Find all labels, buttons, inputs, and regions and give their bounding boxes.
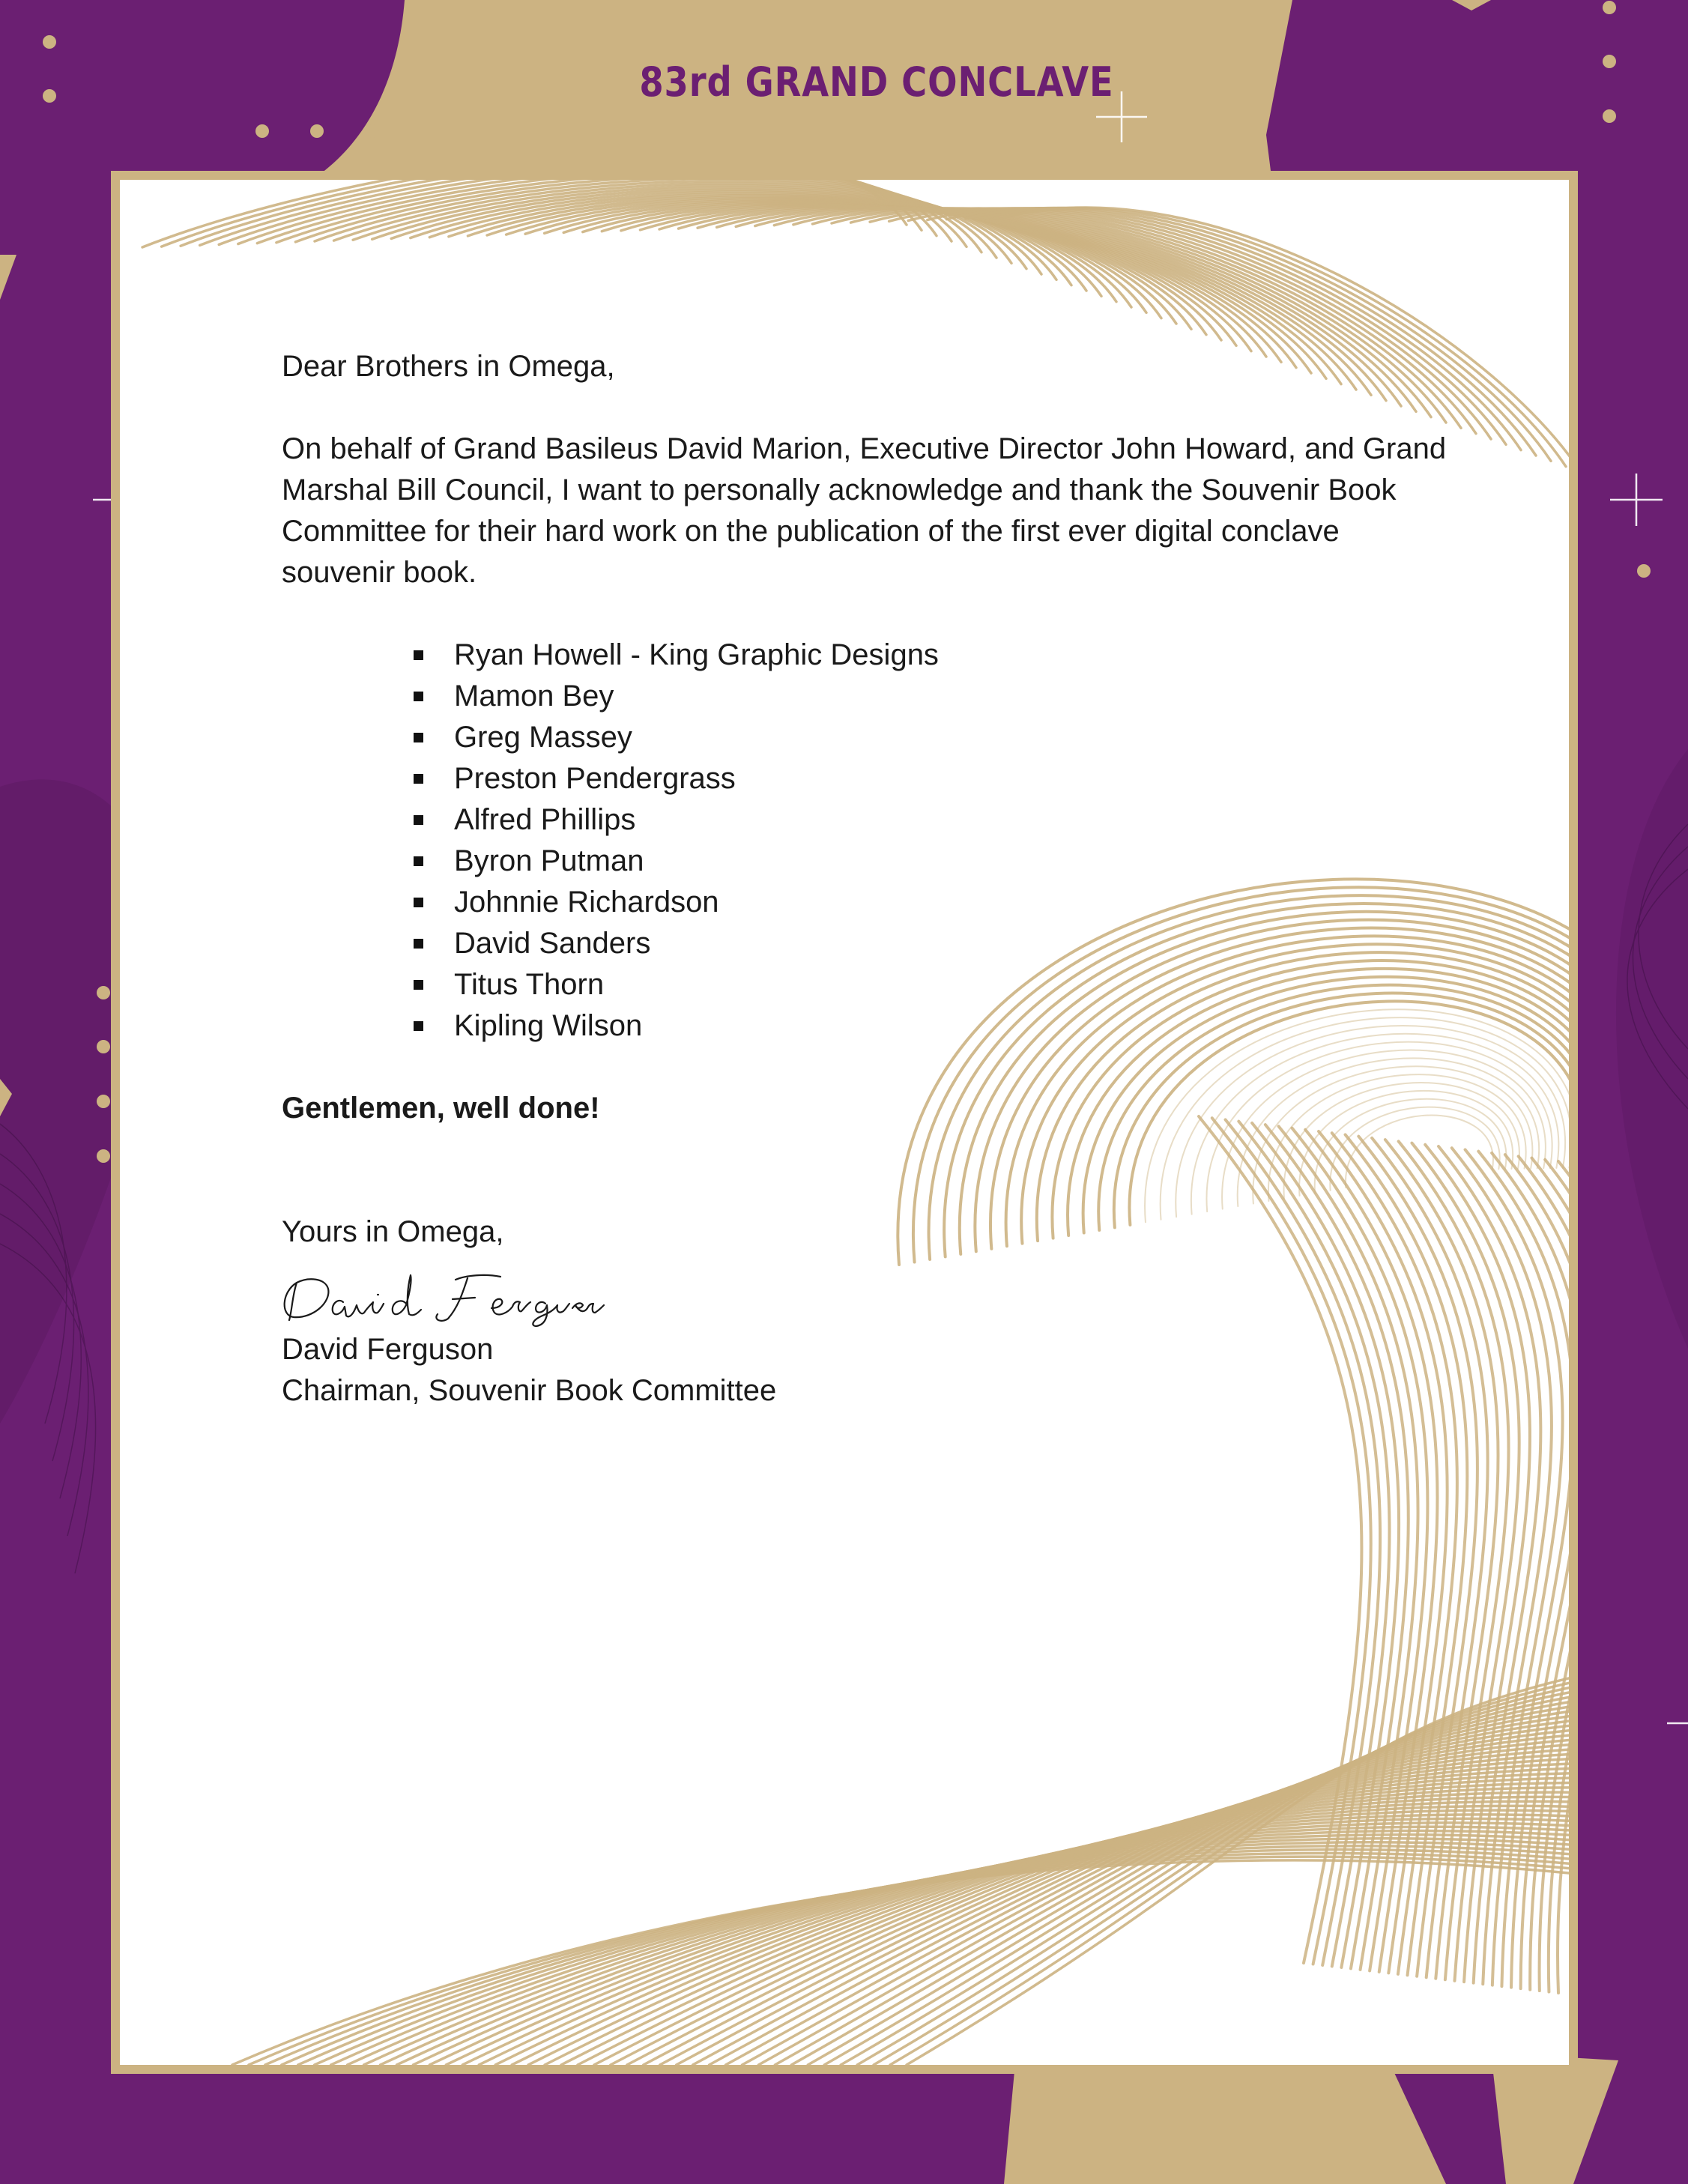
- salutation: Dear Brothers in Omega,: [282, 350, 615, 383]
- closing-remark: Gentlemen, well done!: [282, 1092, 600, 1125]
- list-item: Mamon Bey: [414, 676, 1450, 717]
- signer-title: Chairman, Souvenir Book Committee: [282, 1374, 777, 1407]
- list-item: David Sanders: [414, 923, 1450, 964]
- list-item: Alfred Phillips: [414, 799, 1450, 841]
- list-item: Titus Thorn: [414, 964, 1450, 1005]
- letter-body: [282, 346, 1450, 1412]
- committee-member-list: [282, 635, 1450, 1047]
- list-item: Byron Putman: [414, 841, 1450, 882]
- signer-name: David Ferguson: [282, 1333, 494, 1366]
- list-item: Ryan Howell - King Graphic Designs: [414, 635, 1450, 676]
- signature: [279, 1269, 608, 1328]
- list-item: Kipling Wilson: [414, 1005, 1450, 1047]
- wave-line: [446, 1810, 1569, 2065]
- list-item: Greg Massey: [414, 717, 1450, 758]
- valediction: Yours in Omega,: [282, 1215, 504, 1248]
- letter-page: [111, 171, 1578, 2074]
- intro-paragraph: On behalf of Grand Basileus David Marion, Executive Director John Howard, and Grand Marshal Bill Council, I want to personally acknowledge and thank the Souvenir Book Committee for their hard work on the publication of the first ever digital conclave souvenir book.: [282, 432, 1447, 589]
- list-item: Preston Pendergrass: [414, 758, 1450, 799]
- event-title: 83rd GRAND CONCLAVE: [639, 58, 1114, 106]
- list-item: Johnnie Richardson: [414, 882, 1450, 923]
